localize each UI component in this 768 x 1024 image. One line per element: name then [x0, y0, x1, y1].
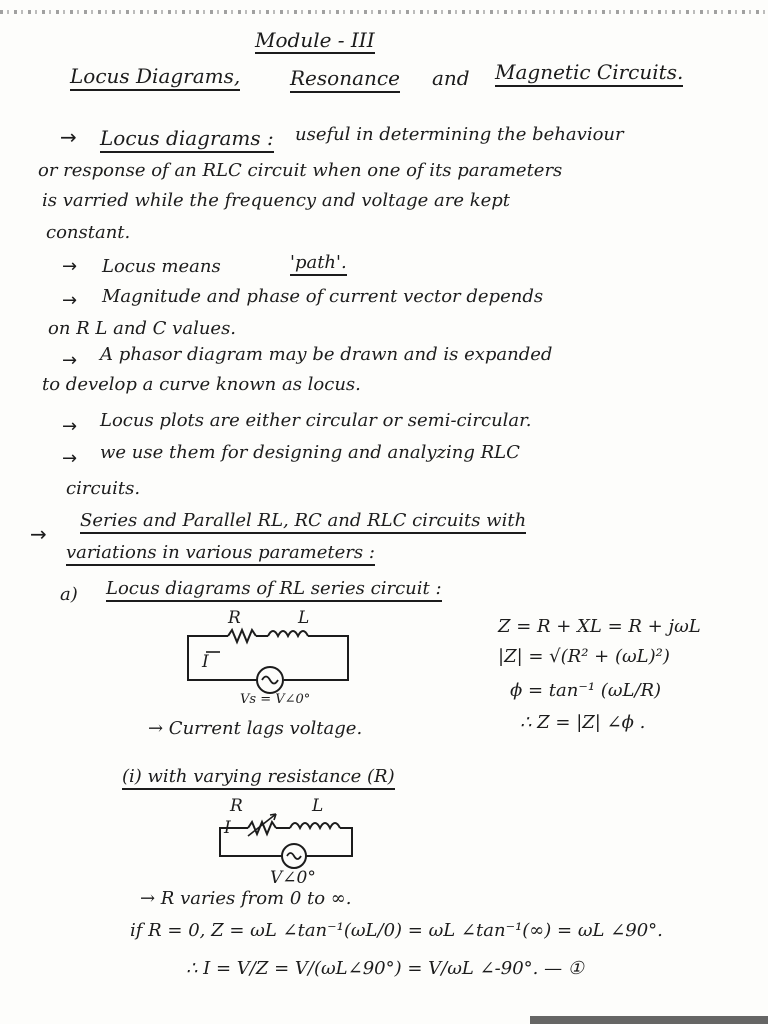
circuit-b-i-label: I	[224, 818, 231, 838]
scan-artifact	[0, 10, 768, 14]
right-arrow-icon: →	[62, 416, 78, 437]
subtitle-magnetic: Magnetic Circuits.	[495, 60, 683, 87]
bullet-phasor-diagram: A phasor diagram may be drawn and is expanded	[100, 344, 553, 365]
module-title: Module - III	[255, 28, 375, 52]
locus-diagrams-heading: Locus diagrams :	[100, 126, 274, 153]
equation-magnitude: |Z| = √(R² + (ωL)²)	[498, 646, 670, 667]
part-i-heading: (i) with varying resistance (R)	[122, 766, 395, 790]
bullet-path-term: 'path'.	[290, 252, 347, 276]
bullet-circuits: circuits.	[66, 478, 141, 499]
right-arrow-icon: →	[62, 448, 78, 469]
intro-line-3: is varried while the frequency and voltage are kept	[42, 190, 511, 211]
intro-line-1: useful in determining the behaviour	[295, 124, 624, 145]
bullet-magnitude-phase: Magnitude and phase of current vector depends	[102, 286, 544, 307]
r-varies-line: → R varies from 0 to ∞.	[140, 888, 352, 909]
circuit-a-i-label: I	[202, 652, 209, 672]
bullet-designing: we use them for designing and analyzing RLC	[100, 442, 520, 463]
circuit-a-r-label: R	[228, 608, 241, 628]
right-arrow-icon: →	[62, 350, 78, 371]
current-equation-line: ∴ I = V/Z = V/(ωL∠90°) = V/ωL ∠-90°. — ①	[186, 958, 584, 979]
circuit-b-source-label: V∠0°	[270, 868, 316, 888]
resistor-icon	[228, 630, 256, 642]
section-heading-line-2: variations in various parameters :	[66, 542, 375, 566]
equation-polar-form: ∴ Z = |Z| ∠ϕ .	[520, 712, 646, 733]
current-lags-note: → Current lags voltage.	[148, 718, 363, 739]
bullet-locus-means: Locus means	[102, 256, 221, 277]
right-arrow-icon: →	[60, 125, 77, 149]
part-a-heading: Locus diagrams of RL series circuit :	[106, 578, 442, 602]
right-arrow-icon: →	[62, 290, 78, 311]
circuit-b-l-label: L	[312, 796, 324, 816]
section-heading-line-1: Series and Parallel RL, RC and RLC circuits with	[80, 510, 526, 534]
right-arrow-icon: →	[30, 522, 47, 546]
circuit-b-r-label: R	[230, 796, 243, 816]
subtitle-resonance: Resonance	[290, 66, 400, 93]
inductor-icon	[268, 631, 308, 636]
subtitle-locus: Locus Diagrams,	[70, 64, 240, 91]
r-zero-impedance-line: if R = 0, Z = ωL ∠tan⁻¹(ωL/0) = ωL ∠tan⁻¹(∞) = ωL ∠90°.	[130, 920, 663, 941]
inductor-icon	[290, 823, 340, 828]
intro-line-2: or response of an RLC circuit when one of its parameters	[38, 160, 563, 181]
bullet-rlc-values: on R L and C values.	[48, 318, 237, 339]
bullet-locus-plots: Locus plots are either circular or semi-circular.	[100, 410, 532, 431]
circuit-a-source-label: Vs = V∠0°	[240, 692, 311, 707]
subtitle-and: and	[432, 66, 470, 90]
equation-impedance: Z = R + XL = R + jωL	[498, 616, 701, 637]
bullet-develop-curve: to develop a curve known as locus.	[42, 374, 361, 395]
intro-line-4: constant.	[46, 222, 131, 243]
equation-phase: ϕ = tan⁻¹ (ωL/R)	[510, 680, 662, 701]
right-arrow-icon: →	[62, 256, 78, 277]
scan-artifact-bottom	[530, 1016, 768, 1024]
circuit-a-l-label: L	[298, 608, 310, 628]
part-a-label: a)	[60, 584, 78, 605]
